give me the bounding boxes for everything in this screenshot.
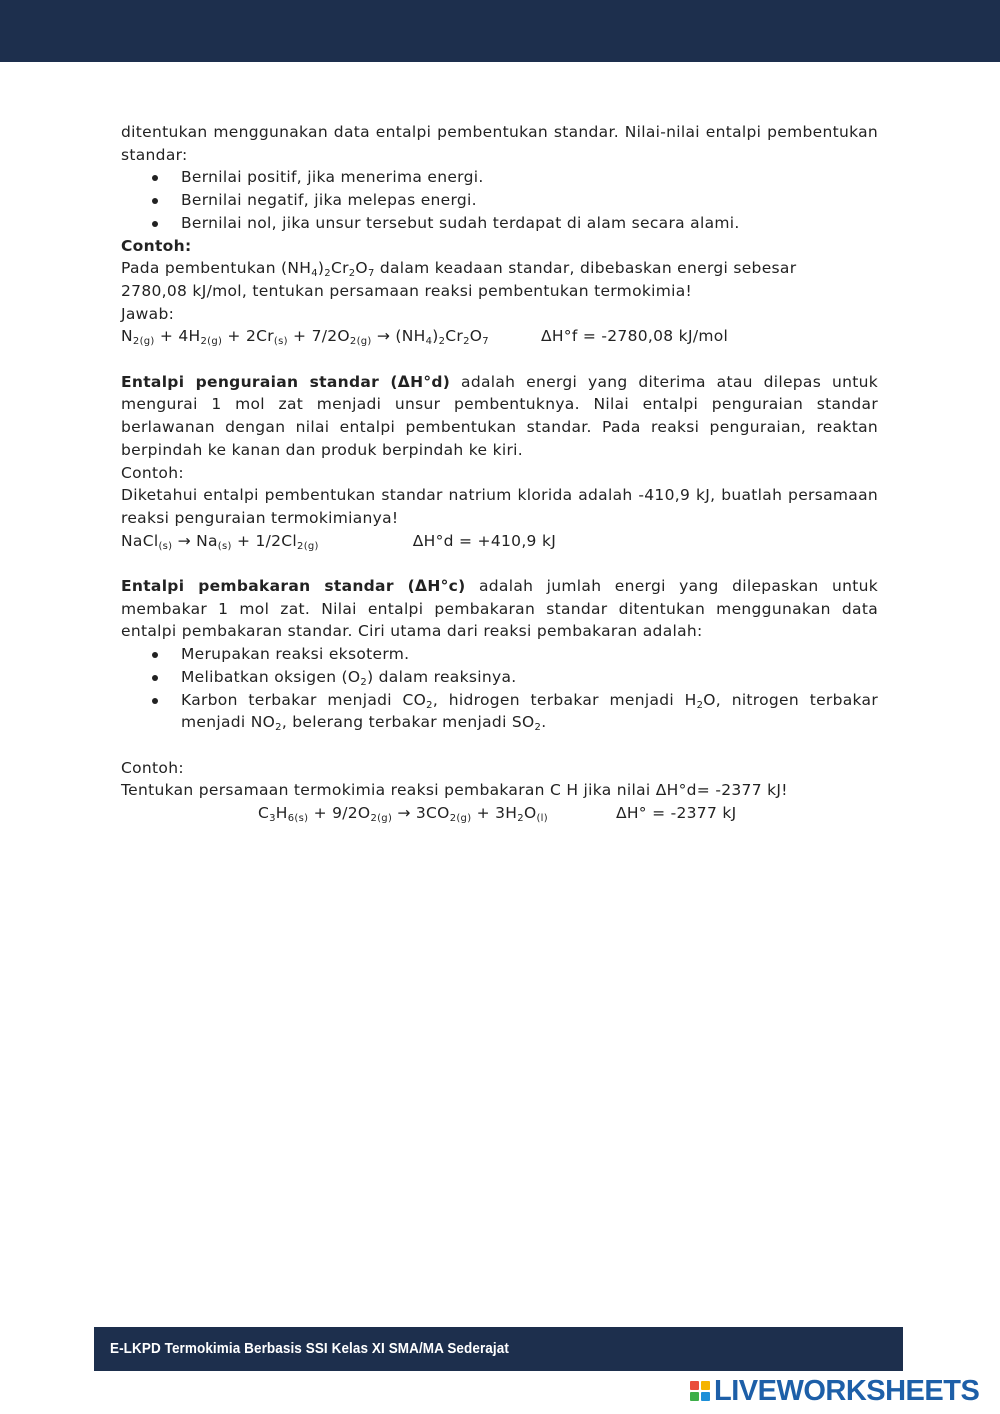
document-body bbox=[121, 121, 878, 825]
list-item: Merupakan reaksi eksoterm. bbox=[121, 643, 878, 666]
enthalpy-value: ΔH°f = -2780,08 kJ/mol bbox=[540, 327, 729, 346]
intro-paragraph: ditentukan menggunakan data entalpi pembentukan standar. Nilai-nilai entalpi pembentukan standar: bbox=[121, 123, 878, 164]
decomposition-paragraph: Entalpi penguraian standar (ΔH°d) adalah energi yang diterima atau dilepas untuk mengurai 1 mol zat menjadi unsur pembentuknya. Nilai entalpi penguraian standar berlawanan dengan nilai entalpi pembentukan standar. Pada reaksi penguraian, reaktan berpindah ke kanan dan produk berpindah ke kiri. bbox=[121, 372, 878, 459]
example-question-line2: 2780,08 kJ/mol, tentukan persamaan reaksi pembentukan termokimia! bbox=[121, 281, 693, 300]
combustion-bullet-list bbox=[121, 643, 878, 734]
example-heading: Contoh: bbox=[121, 236, 192, 255]
liveworksheets-logo-icon bbox=[690, 1381, 710, 1401]
combustion-paragraph: Entalpi pembakaran standar (ΔH°c) adalah jumlah energi yang dilepaskan untuk membakar 1 mol zat. Nilai entalpi pembakaran standar ditentukan menggunakan data entalpi pembakaran standar. Ciri utama dari reaksi pembakaran adalah: bbox=[121, 577, 878, 641]
list-item: Melibatkan oksigen $(O_2)$ dalam reaksinya. bbox=[121, 666, 878, 689]
list-item: Bernilai negatif, jika melepas energi. bbox=[121, 189, 878, 212]
example-question: Pada pembentukan $(NH_4)_2Cr_2O_7$ dalam keadaan standar, dibebaskan energi sebesar bbox=[121, 259, 797, 280]
list-item: Bernilai nol, jika unsur tersebut sudah terdapat di alam secara alami. bbox=[121, 212, 878, 235]
example-question: Tentukan persamaan termokimia reaksi pembakaran C H jika nilai ΔH°d= -2377 kJ! bbox=[121, 781, 788, 800]
header-bar bbox=[0, 0, 1000, 62]
footer-title: E-LKPD Termokimia Berbasis SSI Kelas XI SMA/MA Sederajat bbox=[110, 1340, 509, 1357]
answer-label: Jawab: bbox=[121, 304, 175, 323]
example-heading: Contoh: bbox=[121, 758, 184, 777]
watermark-text: LIVEWORKSHEETS bbox=[714, 1374, 980, 1407]
combustion-equation: $C_3H_{6(s)} + 9/2O_{2(g)} \to 3CO_{2(g)} + 3H_2O_{(l)}$ ΔH° = -2377 kJ bbox=[258, 804, 737, 825]
liveworksheets-watermark bbox=[690, 1374, 979, 1408]
example-heading: Contoh: bbox=[121, 463, 184, 482]
footer-bar bbox=[94, 1327, 903, 1371]
formation-bullet-list bbox=[121, 166, 878, 234]
enthalpy-value: ΔH°d = +410,9 kJ bbox=[412, 531, 557, 550]
decomposition-equation: NaCl$_{(s)}$ → $Na_{(s)} + 1/2Cl_{2(g)}$ ΔH°d = +410,9 kJ bbox=[121, 531, 557, 552]
list-item: Karbon terbakar menjadi $CO_2$, hidrogen terbakar menjadi $H_2O$, nitrogen terbakar menjadi $NO_2$, belerang terbakar menjadi $SO_2$. bbox=[121, 689, 878, 734]
list-item: Bernilai positif, jika menerima energi. bbox=[121, 166, 878, 189]
example-question: Diketahui entalpi pembentukan standar natrium klorida adalah -410,9 kJ, buatlah persamaan reaksi penguraian termokimianya! bbox=[121, 486, 878, 527]
enthalpy-value: ΔH° = -2377 kJ bbox=[615, 804, 737, 823]
formation-equation: $N_{2(g)} + 4H_{2(g)} + 2Cr_{(s)} + 7/2O_{2(g)} \to (NH_4)_2Cr_2O_7$ ΔH°f = -2780,08 kJ/mol bbox=[121, 327, 729, 348]
